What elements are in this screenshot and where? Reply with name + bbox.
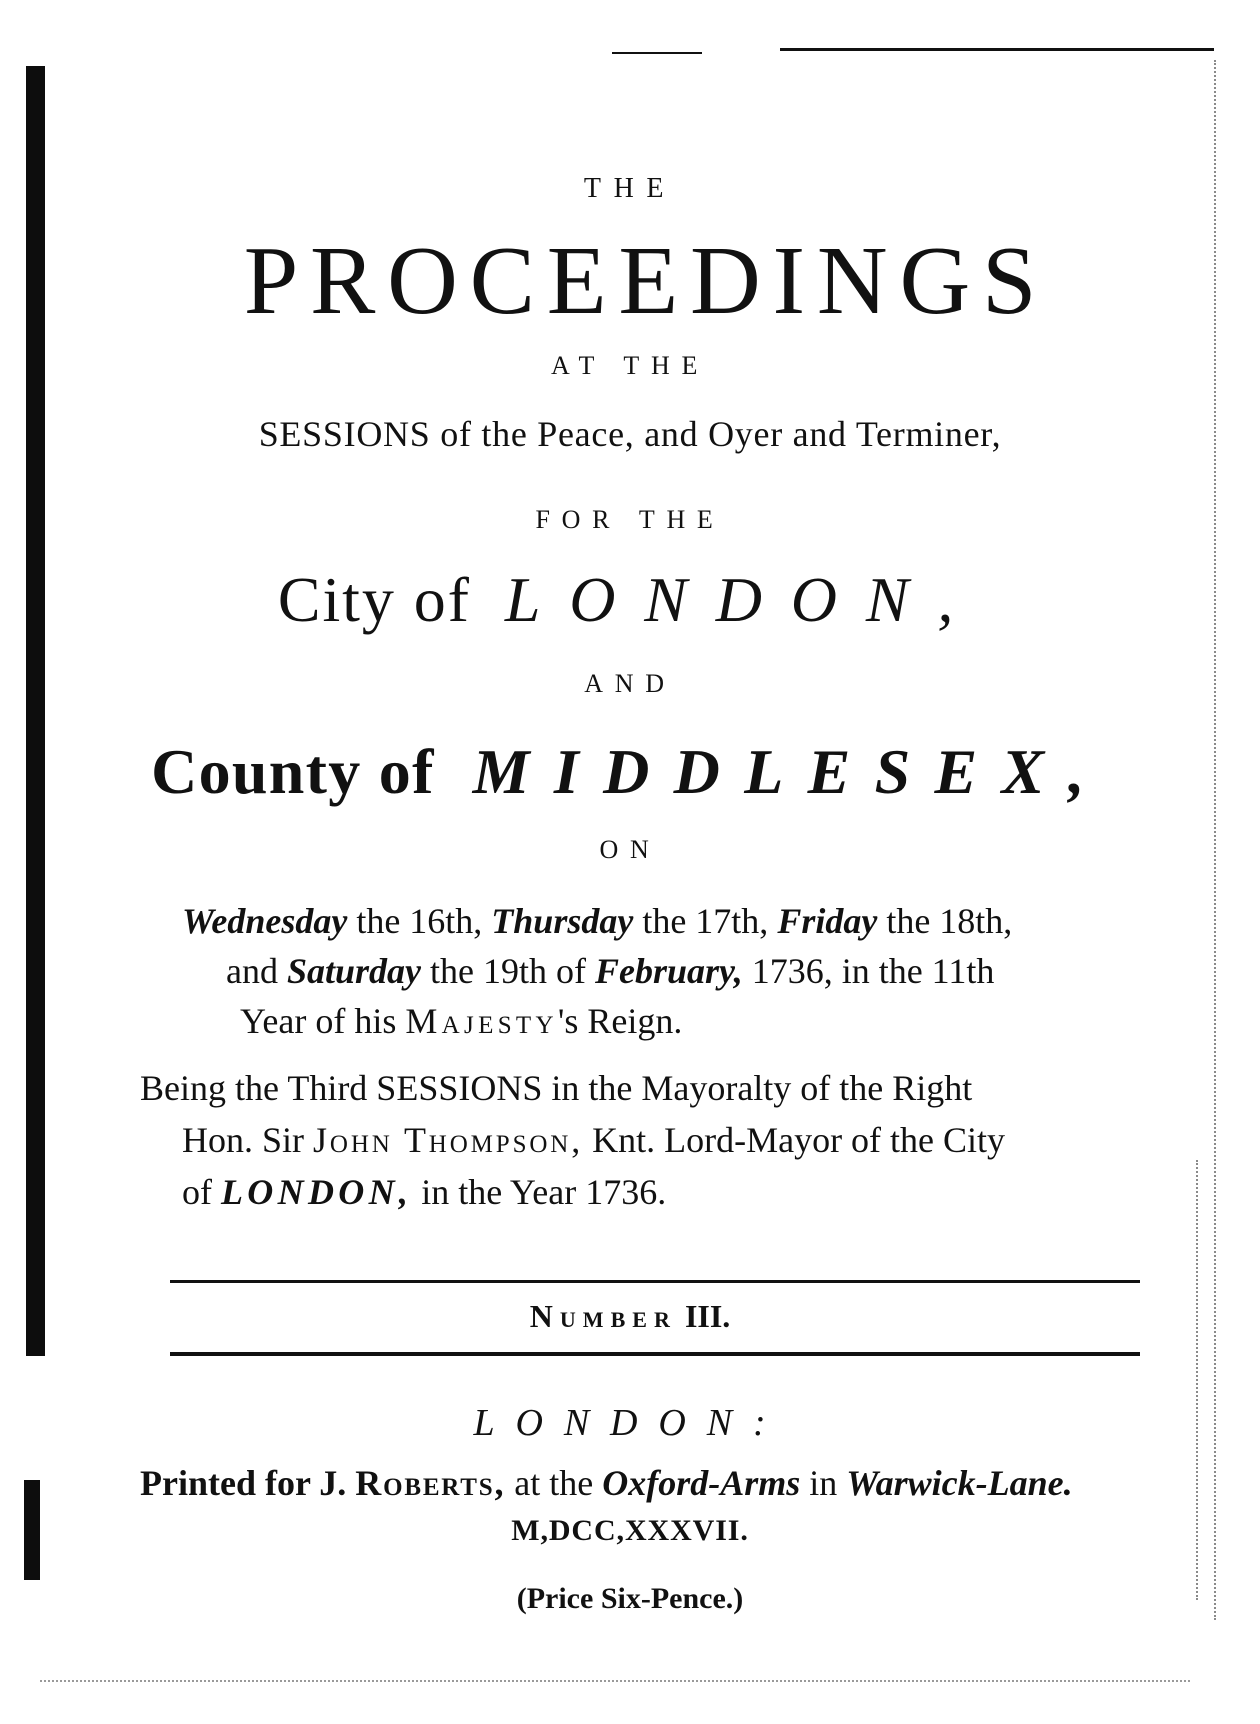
county-of-text: County of (151, 736, 435, 807)
warwick-lane-text: Warwick-Lane. (846, 1463, 1073, 1503)
dates-line-2 (0, 946, 1260, 996)
dates-text-8: 's Reign. (557, 1001, 683, 1041)
rule-lower (170, 1352, 1140, 1356)
thursday-text: Thursday (491, 901, 634, 941)
wednesday-text: Wednesday (182, 901, 348, 941)
county-of-middlesex-line (0, 734, 1260, 810)
city-of-london-line (0, 562, 1260, 638)
majesty-text: Majesty (405, 1001, 558, 1041)
dates-text-3: the 18th, (886, 901, 1013, 941)
dates-text-1: the 16th, (356, 901, 483, 941)
on-line: ON (599, 835, 661, 864)
dates-text-4: and (226, 951, 278, 991)
imprint-price: (Price Six-Pence.) (516, 1582, 744, 1615)
dates-text-5: the 19th of (430, 951, 587, 991)
mayoralty-text-3b: in the Year 1736. (421, 1172, 667, 1212)
february-text: February, (595, 951, 743, 991)
mayoralty-text-2b: Knt. Lord-Mayor of the City (592, 1120, 1006, 1160)
in-text: in (809, 1463, 838, 1503)
roberts-text: Roberts, (355, 1463, 506, 1503)
dates-line-1 (0, 896, 1260, 946)
bottom-edge-noise (40, 1680, 1190, 1682)
london-text: LONDON, (504, 564, 983, 635)
number-word: Number (529, 1298, 677, 1334)
mayoralty-line-2 (0, 1114, 1260, 1166)
city-of-text: City of (277, 564, 471, 635)
saturday-text: Saturday (286, 951, 422, 991)
oxford-arms-text: Oxford-Arms (602, 1463, 801, 1503)
sessions-line: SESSIONS of the Peace, and Oyer and Terminer, (258, 414, 1002, 454)
and-line: AND (584, 669, 676, 698)
imprint-place: LONDON: (473, 1402, 787, 1444)
mayoralty-line-3 (0, 1166, 1260, 1218)
dates-paragraph (0, 896, 1260, 1046)
main-title: PROCEEDINGS (243, 227, 1049, 335)
at-the-line: AT THE (550, 351, 710, 380)
imprint-year: M,DCC,XXXVII. (511, 1514, 749, 1547)
for-the-line (0, 504, 1260, 536)
for-the-text: FOR THE (535, 505, 725, 534)
top-edge-line (780, 48, 1214, 51)
london-text-2: LONDON, (221, 1172, 413, 1212)
dates-text-2: the 17th, (642, 901, 769, 941)
number-numeral: III. (684, 1298, 731, 1334)
middlesex-text: MIDDLESEX, (472, 736, 1109, 807)
mayoralty-text-3a: of (182, 1172, 212, 1212)
dates-line-3 (0, 996, 1260, 1046)
at-the-text: at the (514, 1463, 594, 1503)
mayoralty-line-1: Being the Third SESSIONS in the Mayoralty of the Right (140, 1068, 973, 1108)
printed-for-text: Printed for J. (140, 1463, 347, 1503)
dates-text-6: 1736, in the 11th (751, 951, 995, 991)
top-edge-dashes (612, 52, 702, 54)
imprint-printer-line (140, 1460, 1140, 1506)
number-line (0, 1296, 1260, 1336)
mayoralty-paragraph (0, 1062, 1260, 1218)
john-thompson-text: John Thompson, (313, 1120, 584, 1160)
friday-text: Friday (777, 901, 878, 941)
header-the: THE (583, 173, 677, 204)
rule-upper (170, 1280, 1140, 1283)
mayoralty-text-2a: Hon. Sir (182, 1120, 305, 1160)
dates-text-7: Year of his (240, 1001, 397, 1041)
